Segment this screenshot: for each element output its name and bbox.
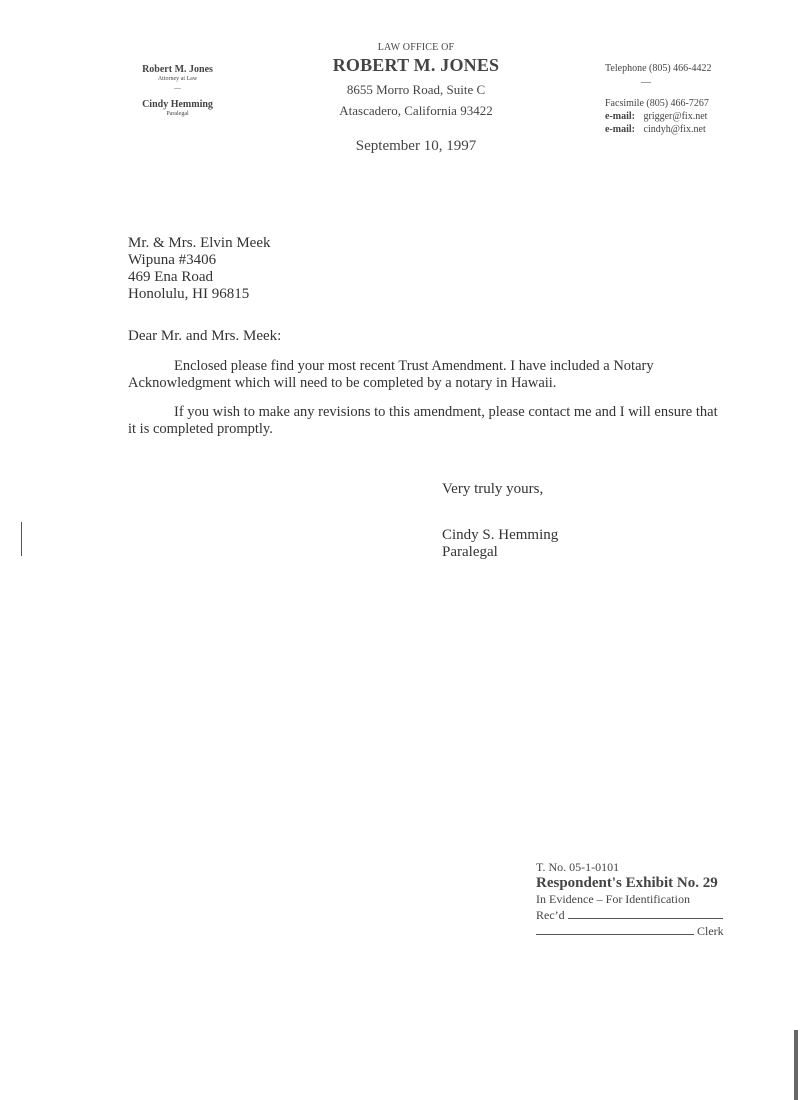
recipient-name: Mr. & Mrs. Elvin Meek <box>128 235 271 251</box>
firm-address-line1: 8655 Morro Road, Suite C <box>346 82 486 97</box>
email-row <box>605 110 735 123</box>
email-row <box>605 123 735 136</box>
facsimile: Facsimile (805) 466-7267 <box>605 98 709 109</box>
closing: Very truly yours, <box>442 481 544 497</box>
scan-edge-mark <box>21 522 22 556</box>
telephone: Telephone (805) 466-4422 <box>605 63 712 74</box>
email-address: grigger@fix.net <box>643 111 708 122</box>
letter-date: September 10, 1997 <box>355 138 477 154</box>
received-label: Rec’d <box>536 908 565 922</box>
body-paragraph-1 <box>128 358 718 392</box>
firm-address-line2: Atascadero, California 93422 <box>339 103 493 118</box>
paragraph-text: Enclosed please find your most recent Trust Amendment. I have included a Notary Acknowledgment which will need to be completed by a notary in Hawaii. <box>128 358 654 391</box>
salutation: Dear Mr. and Mrs. Meek: <box>128 328 282 344</box>
signer-name: Cindy S. Hemming <box>442 527 559 543</box>
attorney-title: Attorney at Law <box>157 76 198 82</box>
paragraph-text: If you wish to make any revisions to this amendment, please contact me and I will ensure that it is completed promptly. <box>128 404 718 437</box>
office-label: LAW OFFICE OF <box>377 42 455 53</box>
received-row <box>536 907 731 923</box>
clerk-line <box>536 923 694 935</box>
exhibit-status: In Evidence – For Identification <box>536 892 690 906</box>
recipient-line3: 469 Ena Road <box>128 269 213 285</box>
paralegal-name: Cindy Hemming <box>142 99 213 110</box>
signer-title: Paralegal <box>442 544 498 560</box>
email-label: e-mail: <box>605 111 635 122</box>
received-line <box>568 907 723 919</box>
separator: — <box>174 84 181 92</box>
letterhead-right <box>605 62 735 136</box>
recipient-line4: Honolulu, HI 96815 <box>128 286 250 302</box>
email-address: cindyh@fix.net <box>643 124 706 135</box>
exhibit-label: Respondent's Exhibit No. 29 <box>536 875 718 891</box>
body-paragraph-2 <box>128 404 718 438</box>
attorney-name: Robert M. Jones <box>142 64 213 75</box>
clerk-row <box>536 923 731 939</box>
letterhead-left <box>120 64 235 117</box>
exhibit-stamp <box>536 860 731 939</box>
firm-name: ROBERT M. JONES <box>332 55 500 75</box>
paralegal-title: Paralegal <box>166 111 189 117</box>
case-number: T. No. 05-1-0101 <box>536 860 620 874</box>
email-label: e-mail: <box>605 124 635 135</box>
scan-edge-mark <box>794 1030 798 1100</box>
separator: — <box>641 77 651 88</box>
clerk-label: Clerk <box>697 924 724 938</box>
letterhead-center <box>316 42 516 119</box>
signature-block <box>442 527 558 561</box>
recipient-line2: Wipuna #3406 <box>128 252 217 268</box>
recipient-address <box>128 235 271 303</box>
